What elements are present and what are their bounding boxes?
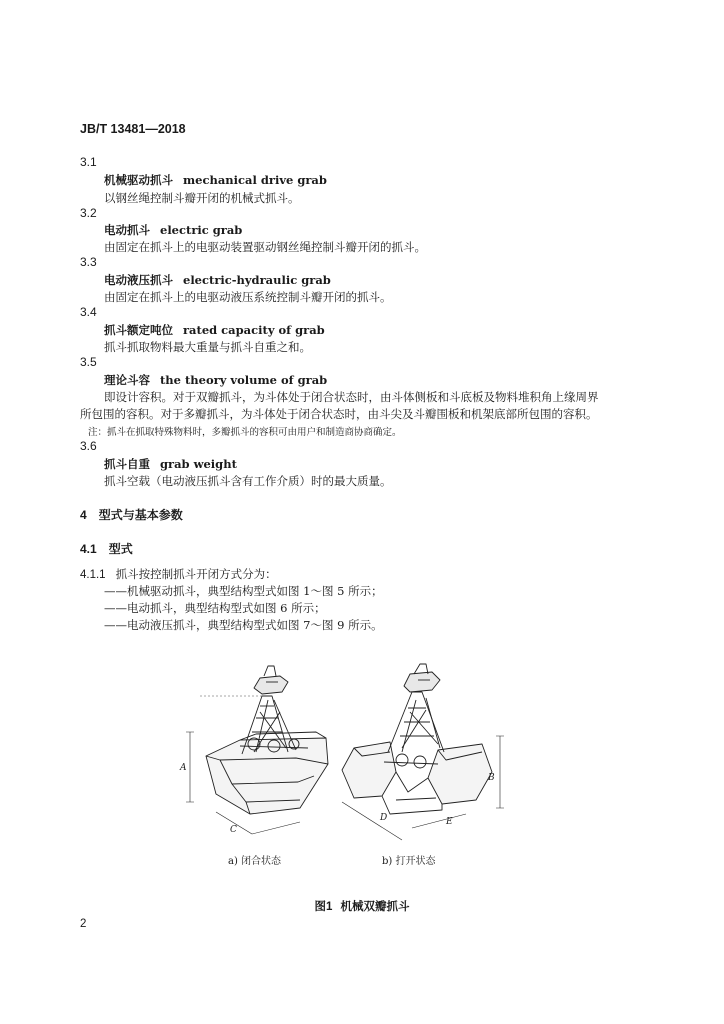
- section-title: 型式与基本参数: [98, 508, 183, 522]
- subfigure-caption-a: a) 闭合状态: [228, 856, 282, 867]
- term-zh: 机械驱动抓斗: [104, 173, 173, 187]
- term-definition: 由固定在抓斗上的电驱动装置驱动钢丝绳控制斗瓣开闭的抓斗。: [104, 240, 426, 254]
- term-title: [104, 222, 242, 238]
- term-definition-continued: 所包围的容积。对于多瓣抓斗，为斗体处于闭合状态时，由斗尖及斗瓣围板和机架底部所包围的容积。: [80, 407, 598, 421]
- grab-figure: [176, 652, 516, 852]
- term-number: 3.6: [80, 439, 97, 453]
- term-en: rated capacity of grab: [183, 323, 325, 337]
- term-number: 3.3: [80, 255, 97, 269]
- term-zh: 电动液压抓斗: [104, 273, 173, 287]
- clause: [80, 566, 277, 582]
- note: 注：抓斗在抓取特殊物料时，多瓣抓斗的容积可由用户和制造商协商确定。: [88, 427, 402, 438]
- figure-number: 图1: [314, 901, 333, 913]
- term-definition: 以钢丝绳控制斗瓣开闭的机械式抓斗。: [104, 191, 300, 205]
- term-en: electric-hydraulic grab: [183, 273, 331, 287]
- term-number: 3.2: [80, 206, 97, 220]
- term-title: [104, 172, 327, 188]
- figure-title: 机械双瓣抓斗: [340, 901, 410, 913]
- clause-number: 4.1.1: [80, 569, 106, 581]
- open-grab-drawing: [342, 664, 504, 840]
- dim-label-c: C: [230, 825, 237, 835]
- dim-label-d: D: [380, 813, 388, 823]
- term-title: [104, 272, 331, 288]
- term-en: grab weight: [160, 457, 237, 471]
- page-number: 2: [80, 918, 87, 930]
- subfigure-caption-b: b) 打开状态: [382, 856, 436, 867]
- figure-caption: [0, 898, 724, 914]
- term-title: [104, 322, 325, 338]
- term-title: [104, 372, 327, 388]
- section-number: 4: [80, 508, 87, 522]
- section-number: 4.1: [80, 542, 97, 556]
- term-definition: 抓斗空载（电动液压抓斗含有工作介质）时的最大质量。: [104, 474, 392, 488]
- list-item: ——机械驱动抓斗，典型结构型式如图 1～图 5 所示；: [104, 584, 383, 598]
- section-heading: [80, 506, 183, 523]
- clause-text: 抓斗按控制抓斗开闭方式分为：: [115, 567, 277, 581]
- closed-grab-drawing: [186, 666, 328, 834]
- dim-label-e: E: [446, 817, 453, 827]
- term-definition: 即设计容积。对于双瓣抓斗，为斗体处于闭合状态时，由斗体侧板和斗底板及物料堆积角上缘周界: [104, 390, 599, 404]
- term-number: 3.5: [80, 355, 97, 369]
- list-item: ——电动抓斗，典型结构型式如图 6 所示；: [104, 601, 326, 615]
- standard-code: JB/T 13481—2018: [80, 122, 186, 136]
- term-zh: 理论斗容: [104, 373, 150, 387]
- dim-label-a: A: [180, 763, 187, 773]
- term-en: the theory volume of grab: [160, 373, 328, 387]
- term-definition: 抓斗抓取物料最大重量与抓斗自重之和。: [104, 340, 311, 354]
- term-zh: 抓斗自重: [104, 457, 150, 471]
- term-zh: 抓斗额定吨位: [104, 323, 173, 337]
- term-title: [104, 456, 237, 472]
- term-en: electric grab: [160, 223, 243, 237]
- term-number: 3.4: [80, 305, 97, 319]
- list-item: ——电动液压抓斗，典型结构型式如图 7～图 9 所示。: [104, 618, 383, 632]
- term-number: 3.1: [80, 155, 97, 169]
- term-definition: 由固定在抓斗上的电驱动液压系统控制斗瓣开闭的抓斗。: [104, 290, 392, 304]
- term-zh: 电动抓斗: [104, 223, 150, 237]
- dim-label-b: B: [488, 773, 495, 783]
- term-en: mechanical drive grab: [183, 173, 327, 187]
- section-title: 型式: [108, 542, 133, 556]
- subsection-heading: [80, 540, 133, 557]
